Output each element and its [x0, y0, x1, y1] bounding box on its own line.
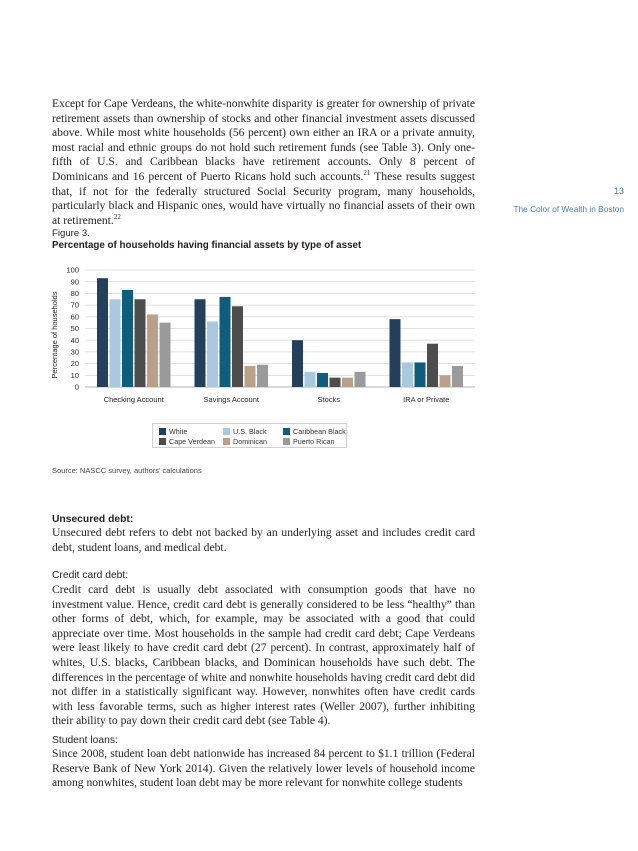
y-tick-label: 10	[70, 370, 79, 380]
legend-swatch	[223, 438, 230, 445]
bar-chart	[44, 258, 484, 413]
bar-puerto-rican-stocks	[355, 372, 366, 387]
bar-caribbean-black-stocks	[317, 373, 328, 387]
figure-label: Figure 3.	[52, 228, 90, 239]
legend-label: Puerto Rican	[293, 437, 335, 446]
chart-bars	[97, 278, 463, 387]
y-tick-label: 30	[70, 347, 79, 357]
legend-label: Cape Verdean	[169, 437, 215, 446]
legend-item-u-s-black	[223, 427, 267, 436]
bar-dominican-savings-account	[245, 366, 256, 387]
section-heading-unsecured-debt: Unsecured debt:	[52, 514, 134, 525]
footnote-ref-22[interactable]: 22	[113, 212, 121, 221]
legend-swatch	[283, 438, 290, 445]
bar-u-s-black-checking-account	[110, 299, 121, 387]
bar-white-stocks	[292, 340, 303, 387]
bar-white-savings-account	[195, 299, 206, 387]
y-tick-label: 100	[66, 265, 79, 275]
y-tick-label: 50	[70, 324, 79, 334]
bar-cape-verdean-stocks	[330, 378, 341, 387]
bar-u-s-black-ira-or-private	[402, 362, 413, 387]
y-tick-label: 20	[70, 359, 79, 369]
legend-label: White	[169, 427, 188, 436]
x-tick-label: Savings Account	[203, 395, 259, 404]
bar-dominican-stocks	[342, 378, 353, 387]
x-tick-label: IRA or Private	[403, 395, 450, 404]
intro-text: Except for Cape Verdeans, the white-nonwhite disparity is greater for ownership of private retirement assets than ownership of stocks and other financial investment assets discussed above. While most white households (56 percent) own either an IRA or a private annuity, most racial and ethnic groups do not hold such retirement funds (see Table 3). Only one-fifth of U.S. and Caribbean blacks have retirement accounts. Only 8 percent of Dominicans and 16 percent of Puerto Ricans hold such accounts.	[52, 97, 475, 183]
y-tick-label: 80	[70, 289, 79, 298]
bar-cape-verdean-savings-account	[232, 306, 243, 387]
x-tick-label: Checking Account	[103, 395, 164, 404]
chart-legend	[152, 423, 347, 448]
y-tick-label: 60	[70, 312, 79, 322]
legend-swatch	[283, 428, 290, 435]
figure-source: Source: NASCC survey, authors' calculations	[52, 466, 202, 475]
legend-label: Dominican	[233, 437, 267, 446]
bar-puerto-rican-checking-account	[160, 323, 171, 387]
intro-paragraph	[52, 97, 475, 228]
legend-item-puerto-rican	[283, 437, 335, 446]
bar-caribbean-black-checking-account	[122, 290, 133, 387]
bar-dominican-checking-account	[147, 314, 158, 387]
bar-u-s-black-savings-account	[207, 321, 218, 387]
bar-u-s-black-stocks	[305, 372, 316, 387]
running-title: The Color of Wealth in Boston	[513, 204, 624, 214]
bar-cape-verdean-ira-or-private	[427, 344, 438, 387]
legend-swatch	[159, 438, 166, 445]
y-tick-label: 90	[70, 277, 79, 287]
unsecured-debt-paragraph: Unsecured debt refers to debt not backed by an underlying asset and includes credit card debt, student loans, and medical debt.	[52, 526, 475, 554]
bar-caribbean-black-savings-account	[220, 297, 231, 387]
y-tick-label: 0	[74, 382, 79, 392]
x-tick-labels	[104, 395, 450, 404]
legend-label: Caribbean Black	[293, 427, 346, 436]
bar-white-checking-account	[97, 278, 108, 387]
intro-text-continued: These results suggest that, if not for the federally structured Social Security program, many households, particularly black and Hispanic ones, would have virtually no financial assets of their own at retirement.	[52, 169, 475, 227]
bar-caribbean-black-ira-or-private	[415, 362, 426, 387]
legend-swatch	[223, 428, 230, 435]
legend-item-caribbean-black	[283, 427, 346, 436]
legend-item-dominican	[223, 437, 267, 446]
section-heading-credit-card-debt: Credit card debt:	[52, 570, 129, 581]
bar-cape-verdean-checking-account	[135, 299, 146, 387]
y-axis-label: Percentage of households	[50, 291, 59, 379]
student-loans-paragraph: Since 2008, student loan debt nationwide has increased 84 percent to $1.1 trillion (Federal Reserve Bank of New York 2014). Given the relatively lower levels of household income among nonwhites, student loan debt may be more relevant for nonwhite college students	[52, 747, 475, 790]
page-number: 13	[613, 186, 624, 196]
legend-swatch	[159, 428, 166, 435]
section-heading-student-loans: Student loans:	[52, 735, 118, 746]
legend-item-white	[159, 427, 187, 436]
x-tick-label: Stocks	[317, 395, 341, 404]
bar-white-ira-or-private	[390, 319, 401, 387]
bar-puerto-rican-savings-account	[257, 365, 268, 387]
footnote-ref-21[interactable]: 21	[363, 169, 371, 178]
bar-dominican-ira-or-private	[440, 375, 451, 387]
y-tick-label: 40	[70, 335, 79, 345]
y-tick-labels	[66, 266, 79, 392]
legend-label: U.S. Black	[233, 427, 267, 436]
legend-item-cape-verdean	[159, 437, 215, 446]
bar-puerto-rican-ira-or-private	[452, 366, 463, 387]
figure-title: Percentage of households having financial assets by type of asset	[52, 240, 362, 251]
y-tick-label: 70	[70, 300, 79, 310]
credit-card-debt-paragraph: Credit card debt is usually debt associated with consumption goods that have no investment value. Hence, credit card debt is generally considered to be less “healthy” than other forms of debt, which, for example, may be associated with a good that could appreciate over time. Most households in the sample had credit card debt; Cape Verdeans were least likely to have credit card debt (27 percent). In contrast, approximately half of whites, U.S. blacks, Caribbean blacks, and Dominican households have such debt. The differences in the percentage of white and nonwhite households having credit card debt did not differ in a statistically significant way. However, nonwhites often have credit cards with less favorable terms, such as higher interest rates (Weller 2007), further inhibiting their ability to pay down their credit card debt (see Table 4).	[52, 583, 475, 728]
